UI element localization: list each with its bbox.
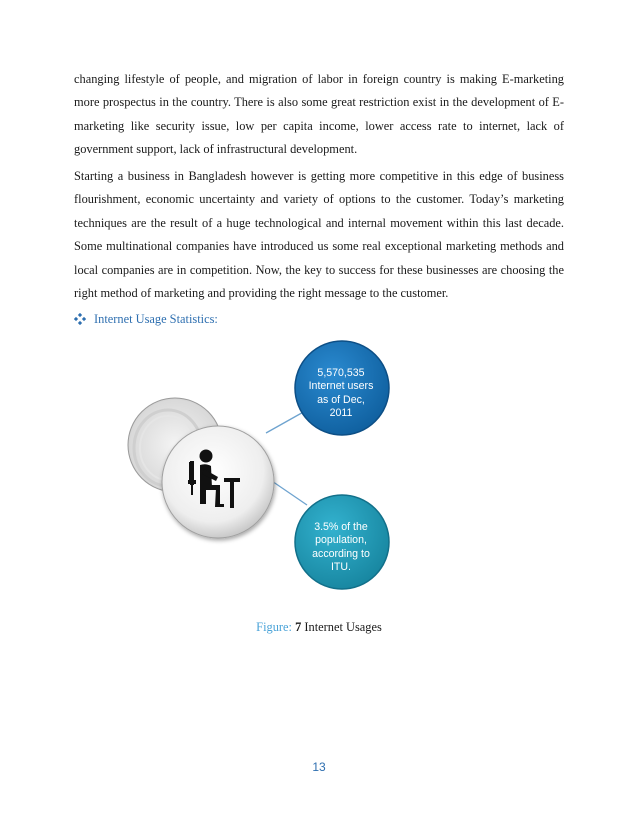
page-number: 13: [312, 760, 326, 774]
caption-number: 7: [295, 620, 302, 634]
stat-circle-bottom-text: 3.5% of the population, according to ITU.: [312, 521, 370, 574]
paragraph-2: Starting a business in Bangladesh however is getting more competitive in this edge of business flourishment, economic uncertainty and variety of options to the customer. Today’s marketing techniques are the result of a huge technological and internal movement within this last decade. Some multinational companies have introduced us some real exceptional marketing methods and local companies are in competition. Now, the key to success for these businesses are choosing the right method of marketing and providing the right message to the customer.: [74, 169, 564, 301]
section-heading: [74, 309, 218, 329]
four-diamond-bullet-icon: [74, 313, 86, 325]
caption-text: Internet Usages: [304, 620, 382, 634]
paragraph-1: changing lifestyle of people, and migration of labor in foreign country is making E-marketing more prospectus in the country. There is also some great restriction exist in the development of E-marketing like security issue, low per capita income, lower access rate to internet, lack of government support, lack of infrastructural development.: [74, 72, 564, 157]
caption-label: Figure:: [256, 620, 292, 634]
pin-button-front: [162, 426, 274, 538]
figure-caption: [0, 620, 638, 635]
connector-line-top: [266, 410, 307, 433]
section-heading-text: Internet Usage Statistics:: [94, 312, 218, 326]
stat-circle-top-text: 5,570,535 Internet users as of Dec, 2011: [308, 367, 374, 420]
